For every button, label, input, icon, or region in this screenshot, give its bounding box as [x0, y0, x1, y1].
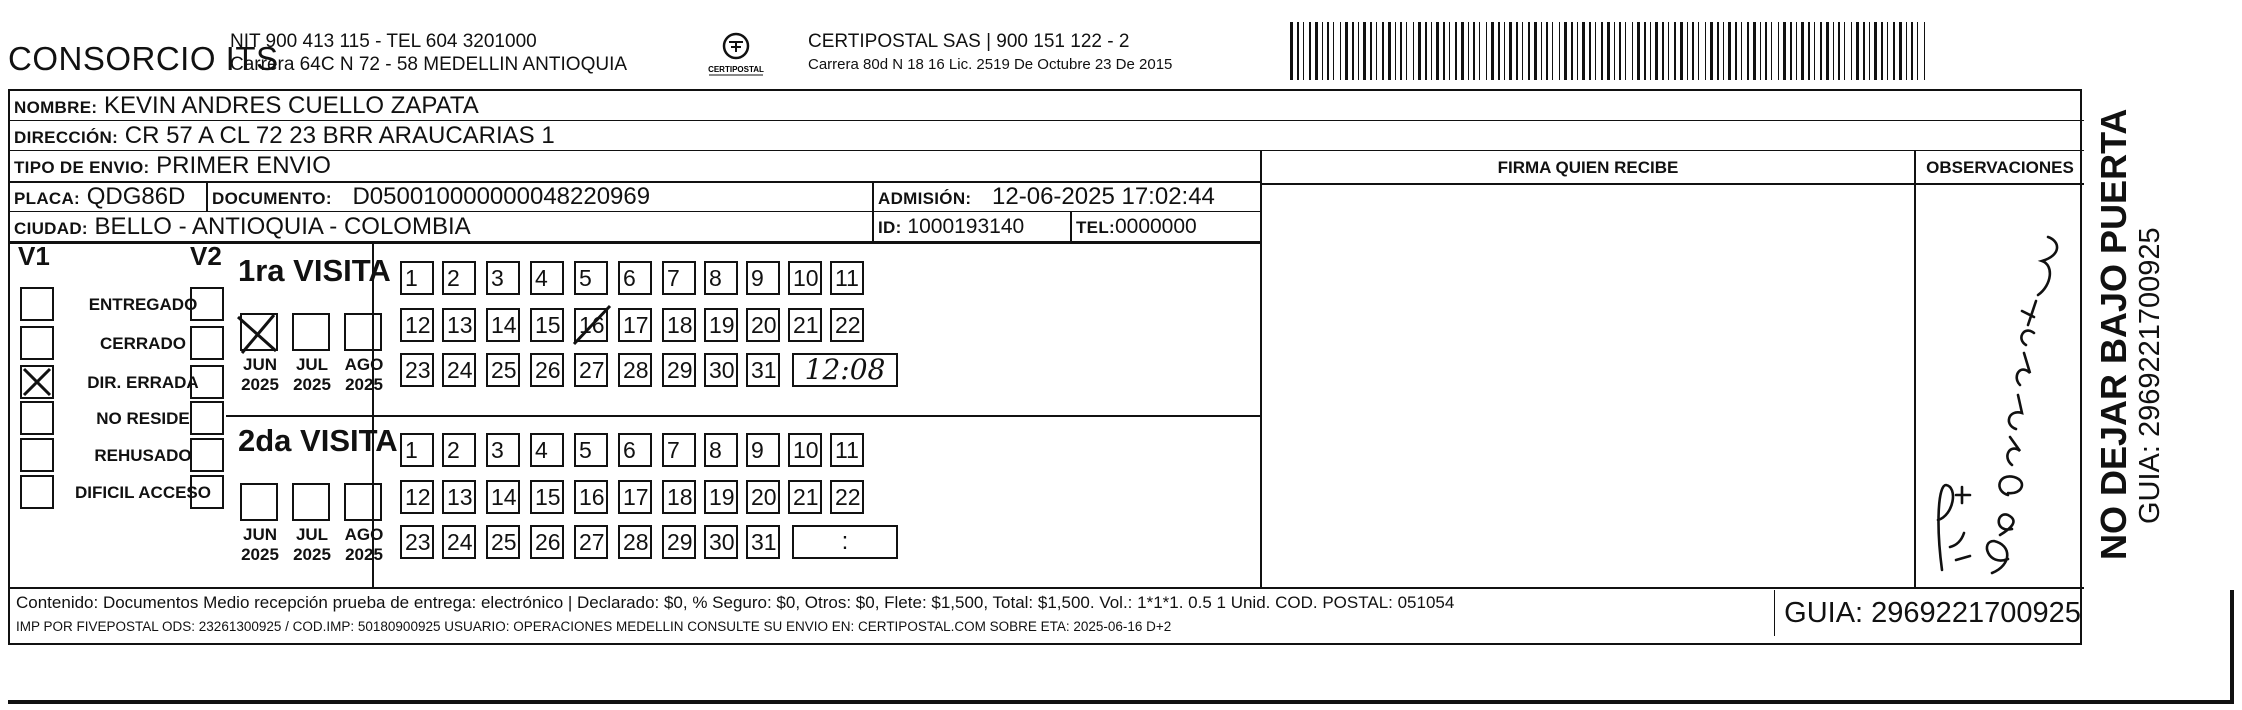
month-year: 2025: [293, 375, 331, 394]
observations-area[interactable]: [1916, 185, 2082, 587]
barcode-bar: [1826, 22, 1829, 80]
second-visit-day-box[interactable]: 27: [574, 525, 608, 559]
barcode-bar: [1303, 22, 1304, 80]
cert-license-line: Carrera 80d N 18 16 Lic. 2519 De Octubre 23 De 2015: [808, 56, 1173, 73]
v1-checkbox[interactable]: [20, 365, 54, 399]
barcode-bar: [1290, 22, 1293, 80]
first-visit-day-box[interactable]: 31: [746, 353, 780, 387]
barcode-bar: [1382, 22, 1384, 80]
nit-line: NIT 900 413 115 - TEL 604 3201000: [230, 31, 537, 52]
barcode-bar: [1333, 22, 1334, 80]
delivery-state-label: ENTREGADO: [88, 295, 198, 314]
address-row: [10, 121, 2084, 151]
barcode-bar: [1327, 22, 1329, 80]
barcode-bar: [1352, 22, 1354, 80]
signature-area[interactable]: [1262, 185, 1912, 587]
second-visit-day-box[interactable]: 4: [530, 433, 564, 467]
first-visit-day-box[interactable]: 19: [704, 308, 738, 342]
bottom-border: [8, 700, 2233, 704]
first-visit-day-box[interactable]: 28: [618, 353, 652, 387]
name-label: NOMBRE:: [14, 98, 98, 117]
second-visit-day-box[interactable]: 2: [442, 433, 476, 467]
barcode-bar: [1340, 22, 1341, 80]
barcode-bar: [1796, 22, 1797, 80]
month-year: 2025: [241, 545, 279, 564]
barcode-bar: [1614, 22, 1615, 80]
delivery-state-label: DIR. ERRADA: [87, 373, 199, 392]
barcode-bar: [1406, 22, 1407, 80]
handwritten-observation: [1916, 185, 2082, 587]
barcode-bar: [1315, 22, 1318, 80]
address-label: DIRECCIÓN:: [14, 128, 119, 147]
side-label: [2094, 100, 2166, 560]
right-border: [2230, 590, 2234, 704]
barcode-bar: [1528, 22, 1530, 80]
barcode-bar: [1582, 22, 1585, 80]
second-visit-day-box[interactable]: 17: [618, 480, 652, 514]
name-row: [10, 91, 2084, 121]
print-details: IMP POR FIVEPOSTAL ODS: 23261300925 / COD.IMP: 50180900925 USUARIO: OPERACIONES MEDELLIN CONSULTE SU ENVIO EN: CERTIPOSTAL.COM SOBRE ETA: 2025-06-16 D+2: [16, 619, 1172, 634]
first-visit-day-box[interactable]: 20: [746, 308, 780, 342]
barcode-bar: [1771, 22, 1772, 80]
second-visit-day-box[interactable]: 31: [746, 525, 780, 559]
barcode-bar: [1632, 22, 1633, 80]
plate-label: PLACA:: [14, 189, 81, 208]
certipostal-logo: [703, 30, 769, 78]
month-name: JUL: [295, 525, 329, 544]
barcode-bar: [1425, 22, 1427, 80]
delivery-state-label: CERRADO: [100, 334, 186, 353]
barcode-bar: [1345, 22, 1348, 80]
type-label: TIPO DE ENVIO:: [14, 158, 150, 177]
document-value: D050010000000048220969: [352, 183, 651, 210]
barcode-bar: [1869, 22, 1870, 80]
barcode-bar: [1491, 22, 1494, 80]
certipostal-info: [808, 30, 1172, 76]
barcode-bar: [1376, 22, 1377, 80]
first-visit-day-box[interactable]: 25: [486, 353, 520, 387]
barcode-bar: [1741, 22, 1742, 80]
barcode-bar: [1644, 22, 1646, 80]
barcode-bar: [1625, 22, 1626, 80]
barcode-bar: [1486, 22, 1487, 80]
month-year: 2025: [345, 375, 383, 394]
first-visit-day-box[interactable]: 18: [662, 308, 696, 342]
company-name: CONSORCIO ITS: [8, 40, 279, 77]
second-visit-day-box[interactable]: 11: [830, 433, 864, 467]
barcode-bar: [1801, 22, 1804, 80]
first-visit-day-box[interactable]: 16: [574, 308, 608, 342]
barcode-bar: [1509, 22, 1512, 80]
barcode-bar: [1309, 22, 1311, 80]
v2-checkbox[interactable]: [190, 287, 224, 321]
barcode-bar: [1790, 22, 1792, 80]
id-label: ID:: [878, 218, 902, 237]
barcode-bar: [1607, 22, 1610, 80]
month-year: 2025: [293, 545, 331, 564]
barcode-bar: [1400, 22, 1402, 80]
barcode-bar: [1297, 22, 1299, 80]
barcode-bar: [1674, 22, 1676, 80]
city-label: CIUDAD:: [14, 219, 88, 238]
second-visit-day-box[interactable]: 12: [400, 480, 434, 514]
admission-label: ADMISIÓN:: [878, 189, 972, 208]
barcode-bar: [1449, 22, 1450, 80]
barcode-bar: [1723, 22, 1724, 80]
signature-header: FIRMA QUIEN RECIBE: [1497, 158, 1679, 177]
second-visit-day-box[interactable]: 28: [618, 525, 652, 559]
barcode-bar: [1680, 22, 1683, 80]
barcode-bar: [1516, 22, 1518, 80]
barcode-bar: [1753, 22, 1756, 80]
second-visit-time-box[interactable]: :: [792, 525, 898, 559]
barcode-bar: [1662, 22, 1664, 80]
first-visit-month-box[interactable]: [344, 313, 382, 351]
barcode-bar: [1668, 22, 1669, 80]
v1-checkbox[interactable]: [20, 475, 54, 509]
barcode-bar: [1461, 22, 1464, 80]
first-visit-day-box[interactable]: 7: [662, 261, 696, 295]
v2-label: V2: [190, 241, 222, 271]
barcode-bar: [1363, 22, 1366, 80]
barcode-bar: [1650, 22, 1651, 80]
address-line: Carrera 64C N 72 - 58 MEDELLIN ANTIOQUIA: [230, 54, 628, 75]
barcode-bar: [1924, 22, 1925, 80]
first-visit-title: 1ra VISITA: [238, 253, 391, 288]
plate-value: QDG86D: [86, 183, 186, 210]
month-label: [282, 525, 342, 565]
barcode-bar: [1735, 22, 1737, 80]
second-visit-day-box[interactable]: 8: [704, 433, 738, 467]
barcode-bar: [1833, 22, 1834, 80]
tel-field: [1076, 212, 1197, 242]
barcode-bar: [1571, 22, 1573, 80]
first-visit-day-box[interactable]: 10: [788, 261, 822, 295]
first-visit-day-box[interactable]: 3: [486, 261, 520, 295]
document-label: DOCUMENTO:: [212, 189, 332, 208]
admission-field: [878, 182, 1215, 213]
second-visit-day-box[interactable]: 14: [486, 480, 520, 514]
guia-number: GUIA: 2969221700925: [1774, 590, 2090, 636]
barcode-bar: [1692, 22, 1694, 80]
second-visit-day-box[interactable]: 18: [662, 480, 696, 514]
barcode-bar: [1851, 22, 1852, 80]
second-visit-day-box[interactable]: 29: [662, 525, 696, 559]
barcode-bar: [1395, 22, 1396, 80]
shipment-type: PRIMER ENVIO: [156, 152, 331, 179]
first-visit-day-box[interactable]: 15: [530, 308, 564, 342]
second-visit-day-box[interactable]: 15: [530, 480, 564, 514]
v2-checkbox[interactable]: [190, 401, 224, 435]
barcode-bar: [1906, 22, 1907, 80]
second-visit-day-box[interactable]: 1: [400, 433, 434, 467]
admission-value: 12-06-2025 17:02:44: [992, 183, 1215, 210]
first-visit-day-box[interactable]: 13: [442, 308, 476, 342]
barcode-bar: [1655, 22, 1658, 80]
first-visit-day-box[interactable]: 6: [618, 261, 652, 295]
second-visit-day-box[interactable]: 6: [618, 433, 652, 467]
barcode-bar: [1595, 22, 1596, 80]
id-field: [878, 212, 1024, 242]
city-value: BELLO - ANTIOQUIA - COLOMBIA: [94, 213, 471, 240]
barcode-bar: [1473, 22, 1475, 80]
second-visit-day-box[interactable]: 30: [704, 525, 738, 559]
barcode-bar: [1601, 22, 1603, 80]
barcode-bar: [1504, 22, 1505, 80]
second-visit-day-box[interactable]: 13: [442, 480, 476, 514]
delivery-form: [8, 89, 2082, 645]
month-label: [230, 355, 290, 395]
first-visit-day-box[interactable]: 1: [400, 261, 434, 295]
barcode-bar: [1370, 22, 1372, 80]
month-name: AGO: [344, 355, 384, 374]
barcode-bar: [1778, 22, 1779, 80]
first-visit-day-box[interactable]: 12: [400, 308, 434, 342]
v1-checkbox[interactable]: [20, 401, 54, 435]
barcode-bar: [1899, 22, 1902, 80]
barcode-bar: [1564, 22, 1567, 80]
barcode-bar: [1783, 22, 1786, 80]
month-name: JUN: [242, 525, 277, 544]
barcode-bar: [1844, 22, 1845, 80]
barcode-bar: [1717, 22, 1719, 80]
recipient-address: CR 57 A CL 72 23 BRR ARAUCARIAS 1: [124, 122, 555, 149]
barcode-bar: [1577, 22, 1578, 80]
second-visit-day-box[interactable]: 23: [400, 525, 434, 559]
barcode-bar: [1838, 22, 1840, 80]
second-visit-day-box[interactable]: 20: [746, 480, 780, 514]
v2-checkbox[interactable]: [190, 438, 224, 472]
barcode-bar: [1388, 22, 1391, 80]
barcode-bar: [1874, 22, 1877, 80]
second-visit-day-box[interactable]: 10: [788, 433, 822, 467]
barcode-bar: [1418, 22, 1421, 80]
barcode-bar: [1589, 22, 1591, 80]
v2-checkbox[interactable]: [190, 475, 224, 509]
v1-checkbox[interactable]: [20, 326, 54, 360]
barcode-bar: [1522, 22, 1523, 80]
second-visit-day-box[interactable]: 24: [442, 525, 476, 559]
v2-checkbox[interactable]: [190, 326, 224, 360]
barcode-bar: [1881, 22, 1883, 80]
barcode-bar: [1322, 22, 1323, 80]
barcode-bar: [1893, 22, 1895, 80]
tel-label: TEL:: [1076, 218, 1115, 237]
first-visit-day-box[interactable]: 21: [788, 308, 822, 342]
barcode-bar: [1455, 22, 1457, 80]
side-guia: GUIA: 2969221700925: [2134, 227, 2166, 524]
barcode-bar: [1358, 22, 1359, 80]
month-label: [334, 525, 394, 565]
id-value: 1000193140: [907, 215, 1025, 238]
first-visit-month-box[interactable]: [292, 313, 330, 351]
barcode-bar: [1436, 22, 1439, 80]
barcode-bar: [1559, 22, 1560, 80]
first-visit-day-box[interactable]: 26: [530, 353, 564, 387]
v2-checkbox[interactable]: [190, 365, 224, 399]
delivery-state-label: NO RESIDE: [96, 409, 190, 428]
first-visit-day-box[interactable]: 2: [442, 261, 476, 295]
cert-line: CERTIPOSTAL SAS | 900 151 122 - 2: [808, 31, 1130, 52]
barcode-bar: [1911, 22, 1913, 80]
barcode-bar: [1728, 22, 1731, 80]
city-row: [10, 212, 1260, 242]
month-name: AGO: [344, 525, 384, 544]
first-visit-day-box[interactable]: 14: [486, 308, 520, 342]
second-visit-day-box[interactable]: 3: [486, 433, 520, 467]
first-visit-day-box[interactable]: 4: [530, 261, 564, 295]
barcode-bar: [1863, 22, 1865, 80]
v1-checkbox[interactable]: [20, 438, 54, 472]
second-visit-day-box[interactable]: 9: [746, 433, 780, 467]
first-visit-day-box[interactable]: 24: [442, 353, 476, 387]
barcode-bar: [1887, 22, 1888, 80]
first-visit-time-box[interactable]: 12:08: [792, 353, 898, 387]
second-visit-title: 2da VISITA: [238, 423, 398, 458]
content-details: Contenido: Documentos Medio recepción prueba de entrega: electrónico | Declarado: $0, % Seguro: $0, Otros: $0, Flete: $1,500, Total: $1,500. Vol.: 1*1*1. 0.5 1 Unid. COD. POSTAL: 051054: [16, 593, 1455, 612]
second-visit-day-box[interactable]: 7: [662, 433, 696, 467]
barcode-bar: [1443, 22, 1445, 80]
month-year: 2025: [345, 545, 383, 564]
barcode-bar: [1808, 22, 1810, 80]
month-year: 2025: [241, 375, 279, 394]
second-visit-day-box[interactable]: 5: [574, 433, 608, 467]
barcode-bar: [1413, 22, 1414, 80]
first-visit-day-box[interactable]: 11: [830, 261, 864, 295]
barcode: [1290, 22, 1930, 80]
first-visit-day-box[interactable]: 27: [574, 353, 608, 387]
delivery-state-label: DIFICIL ACCESO: [74, 483, 211, 502]
second-visit-day-box[interactable]: 16: [574, 480, 608, 514]
barcode-bar: [1619, 22, 1621, 80]
second-visit-month-box[interactable]: [292, 483, 330, 521]
barcode-bar: [1541, 22, 1542, 80]
barcode-bar: [1431, 22, 1432, 80]
barcode-bar: [1698, 22, 1699, 80]
second-visit-day-box[interactable]: 26: [530, 525, 564, 559]
first-visit-day-box[interactable]: 23: [400, 353, 434, 387]
first-visit-day-box[interactable]: 5: [574, 261, 608, 295]
barcode-bar: [1917, 22, 1918, 80]
barcode-bar: [1760, 22, 1761, 80]
tel-value: 0000000: [1114, 215, 1197, 238]
first-visit-day-box[interactable]: 17: [618, 308, 652, 342]
no-under-door-warning: NO DEJAR BAJO PUERTA: [2093, 108, 2134, 560]
second-visit-month-box[interactable]: [344, 483, 382, 521]
logo-caption: CERTIPOSTAL: [708, 65, 764, 74]
month-name: JUL: [295, 355, 329, 374]
second-visit-day-box[interactable]: 19: [704, 480, 738, 514]
second-visit-day-box[interactable]: 25: [486, 525, 520, 559]
month-label: [230, 525, 290, 565]
first-visit-month-box[interactable]: [240, 313, 278, 351]
v1-checkbox[interactable]: [20, 287, 54, 321]
barcode-bar: [1534, 22, 1537, 80]
barcode-bar: [1820, 22, 1822, 80]
barcode-bar: [1747, 22, 1749, 80]
barcode-bar: [1479, 22, 1480, 80]
v1-label: V1: [18, 241, 50, 271]
barcode-bar: [1765, 22, 1767, 80]
delivery-state-label: REHUSADO: [94, 446, 192, 465]
recipient-name: KEVIN ANDRES CUELLO ZAPATA: [104, 92, 479, 119]
barcode-bar: [1468, 22, 1469, 80]
document-field: [212, 182, 650, 213]
second-visit-day-box[interactable]: 21: [788, 480, 822, 514]
second-visit-day-box[interactable]: 22: [830, 480, 864, 514]
barcode-bar: [1705, 22, 1706, 80]
month-label: [334, 355, 394, 395]
barcode-bar: [1552, 22, 1553, 80]
first-visit-day-box[interactable]: 9: [746, 261, 780, 295]
month-name: JUN: [242, 355, 277, 374]
barcode-bar: [1814, 22, 1815, 80]
observations-header: OBSERVACIONES: [1926, 158, 2074, 177]
barcode-bar: [1546, 22, 1548, 80]
first-visit-day-box[interactable]: 29: [662, 353, 696, 387]
company-info: [230, 30, 627, 76]
first-visit-day-box[interactable]: 22: [830, 308, 864, 342]
first-visit-day-box[interactable]: 8: [704, 261, 738, 295]
barcode-bar: [1710, 22, 1713, 80]
month-label: [282, 355, 342, 395]
first-visit-day-box[interactable]: 30: [704, 353, 738, 387]
barcode-bar: [1637, 22, 1640, 80]
second-visit-month-box[interactable]: [240, 483, 278, 521]
barcode-bar: [1498, 22, 1500, 80]
barcode-bar: [1687, 22, 1688, 80]
barcode-bar: [1856, 22, 1859, 80]
